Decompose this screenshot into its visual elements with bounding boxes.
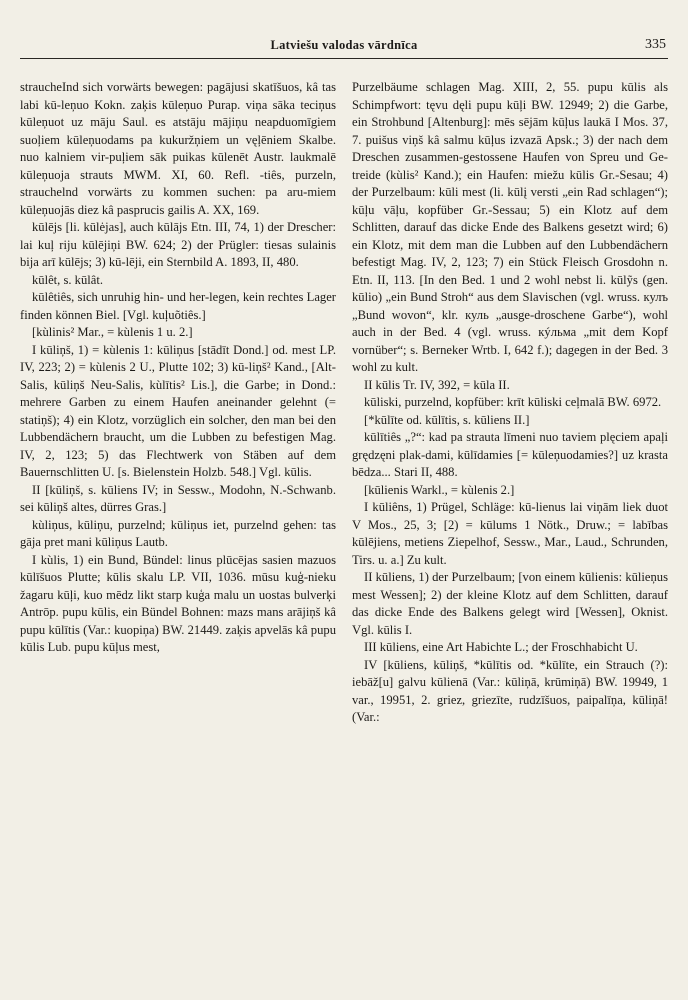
running-title: Latviešu valodas vārdnīca (270, 38, 418, 52)
page-header (20, 38, 668, 56)
entry-text: II kūliens, 1) der Purzelbaum; [von einem kūlienis: kūlieņus mest Wessen]; 2) der kleine Klotz auf dem Schlitten, darauf das dicke Ende des Balkens gelegt wird [Wessen], Oknist. Vgl. kūlis I. (352, 570, 668, 637)
entry-text: IV [kūliens, kūliņš, *kūlītis od. *kūlīte, ein Strauch (?): iebāž[u] galvu kūlienā (Var.: kūliņā, krūmiņā) BW. 19949, 1 var., 19951, 2. griez, griezīte, rudzīšuos, paipalīņa, kūliņā! (Var.: (352, 657, 668, 724)
entry-text: kūlējs [li. kūlėjas], auch kūlājs Etn. III, 74, 1) der Drescher: lai kuļ riju kūlējiņi BW. 624; 2) der Prügler: tiesas sulainis bija arī kūlējs; 3) kū-lēji, ein Sternbild A. 1893, II, 480. (20, 220, 336, 269)
entry-text: Purzelbäume schlagen Mag. XIII, 2, 55. pupu kūlis als Schimpfwort: tęvu dęli pupu kūļi BW. 12949; 2) die Garbe, ein Strohbund [Altenburg]: mēs sējām kūļus laukā I Mos. 37, 7. puišus viņš kâ salmu kūļus izvazā Apsk.; 3) der nach dem Dreschen zusammen-gestossene Haufen von Spreu und Ge-treide (kùlis² Kand.); ein Haufen: miežu kūlis Gr.-Sesau; 4) der Purzelbaum: kūli mest (li. kūlį versti „ein Rad schlagen“); kūļu vāļu, kopfüber Gr.-Sessau; 5) ein Klotz auf dem Schlitten, darauf das dicke Ende des Balkens gesetzt wird; 6) ein Klotz, mit dem man die Lubben auf den Lubbendächern befestigt Mag. IV, 2, 123; 7) ein Stück Fleisch Grosdohn n. Etn. II, 113. [In den Bed. 1 und 2 wohl nebst li. kūlỹs (gen. kūlio) „ein Bund Stroh“ aus dem Slavischen (vgl. wruss. кулъ „Bund wovon“, klr. куль „ausge-droschene Garbe“), wohl auch in der Bed. 4 (vgl. wruss. кýльма „mit dem Kopf vornüber“; s. Berneker Wrtb. I, 642 f.); dagegen in der Bed. 3 wohl zu kult. (352, 80, 668, 374)
entry-text: II kūlis Tr. IV, 392, = kūla II. (364, 377, 510, 392)
entry-text: kūlêt, s. kūlât. (32, 272, 104, 287)
entry-text: I kūliņš, 1) = kùlenis 1: kūliņus [stādīt Dond.] od. mest LP. IV, 223; 2) = kùlenis 2 U., Plutte 102; 3) kū-liņš² Kand., [Alt-Salis, kūliņš Neu-Salis, kùlītis² Lis.], die Garbe; in Dond.: mehrere Garben zu einem Haufen aneinander gelehnt (= statiņš); 4) ein Klotz, vorzüglich ein solcher, den man bei den Lubbendächern braucht, um die Lubben zu befestigen Mag. IV, 2, 123; 5) das Flechtwerk von Stäben auf dem Bauernschlitten U. [s. Bielenstein Holzb. 548.] Vgl. kūlis. (20, 342, 336, 479)
left-column (20, 79, 336, 727)
entry-text: kūliski, purzelnd, kopfüber: krīt kūliski ceļmalā BW. 6972. (364, 395, 662, 409)
entry-text: kūlītiês „?“: kad pa strauta līmeni nuo taviem plęciem apaļi grędzęni plak-dami, kūlīdamies [= kūleņuodamies?] uz krasta bēdza... Stari II, 488. (352, 430, 668, 479)
entry-text: III kūliens, eine Art Habichte L.; der Froschhabicht U. (364, 640, 638, 654)
page-number: 335 (645, 37, 666, 52)
entry-text: [kūlienis Warkl., = kùlenis 2.] (364, 482, 515, 497)
entry-text: kūlêtiês, sich unruhig hin- und her-legen, kein rechtes Lager finden können Biel. [Vgl. kuļuõtiês.] (20, 290, 336, 322)
entry-text: kùliņus, kūliņu, purzelnd; kūliņus iet, purzelnd gehen: tas gāja pret mani kūliņus Lautb. (20, 517, 336, 549)
entry-text: II [kūliņš, s. kūliens IV; in Sessw., Modohn, N.-Schwanb. sei kūliņš altes, dürres Gras.] (20, 482, 336, 514)
entry-text: [kùlinis² Mar., = kùlenis 1 u. 2.] (32, 325, 193, 339)
text-columns (20, 79, 668, 727)
entry-text: straucheInd sich vorwärts bewegen: pagājusi skatīšuos, kâ tas labi kū-leņuo Kokn. zaķis kūleņuo Purap. viņa sāka teciņus kūleņuot uz māju Saul. es atstāju mājiņu neapduomīgiem suoļiem kūleņuodams pa kukuržņiem un vęļēniem Skalbe. nuo kalniem vir-puļiem sāk puikas kūlenēt Austr. laukmalē kūleņuoja strauts MWM. XI, 60. Refl. -tiês, purzeln, strauchelnd vorwärts zu kommen suchen: pa aru-miem kūleņuojās diez kâ pasprucis gailis A. XX, 169. (20, 80, 336, 217)
entry-text: I kùlis, 1) ein Bund, Bündel: linus plūcējas sasien mazuos kūlīšuos Plutte; kūlis skalu LP. VII, 1036. mūsu kuģ-nieku žagaru kūļi, kuo mēdz likt starp kuģa malu un uostas bulverķi Antrōp. pupu kūlis, ein Bündel Bohnen: mazs mans arājiņš kâ pupu kūlītis (Var.: kuopiņa) BW. 21449. zaķis apvelās kâ pupu kūlis Lub. pupu kūļus mest, (20, 552, 336, 654)
entry-text: I kūliêns, 1) Prügel, Schläge: kū-lienus lai viņām liek duot V Mos., 25, 3; [2) = kūlums 1 Nötk., Druw.; = labības kūlējiens, metiens Ziepelhof, Sessw., Mar., Laud., Schrunden, Tirs. u. a.] Zu kult. (352, 500, 668, 567)
right-column (352, 79, 668, 727)
header-rule (20, 58, 668, 59)
entry-text: [*kūlīte od. kūlītis, s. kūliens II.] (364, 412, 530, 427)
